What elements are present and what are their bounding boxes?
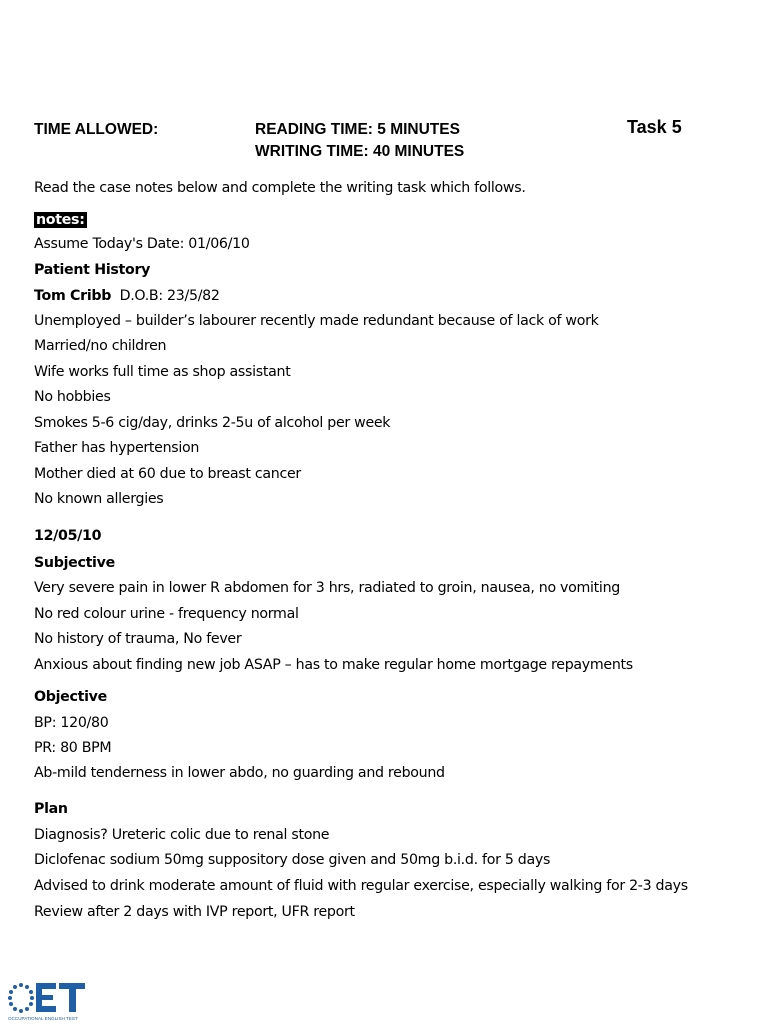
objective-item: Ab-mild tenderness in lower abdo, no guarding and rebound (34, 765, 445, 781)
notes-label-row (34, 210, 87, 230)
objective-heading: Objective (34, 689, 107, 705)
objective-item: PR: 80 BPM (34, 740, 112, 756)
patient-history-heading: Patient History (34, 262, 151, 278)
time-allowed-label: TIME ALLOWED: (34, 121, 159, 138)
plan-item: Diclofenac sodium 50mg suppository dose given and 50mg b.i.d. for 5 days (34, 852, 551, 868)
subjective-item: No red colour urine - frequency normal (34, 606, 299, 622)
subjective-item: No history of trauma, No fever (34, 631, 242, 647)
patient-name: Tom Cribb (34, 288, 112, 304)
oet-logo-mark (8, 983, 85, 1013)
history-item: Unemployed – builder’s labourer recently made redundant because of lack of work (34, 313, 599, 329)
subjective-item: Very severe pain in lower R abdomen for 3 hrs, radiated to groin, nausea, no vomiting (34, 580, 620, 596)
history-item: Married/no children (34, 338, 167, 354)
objective-item: BP: 120/80 (34, 715, 109, 731)
plan-item: Advised to drink moderate amount of fluid with regular exercise, especially walking for 2-3 days (34, 878, 688, 894)
reading-time: READING TIME: 5 MINUTES (255, 121, 460, 138)
assume-date: Assume Today's Date: 01/06/10 (34, 236, 250, 252)
task-number: Task 5 (627, 117, 682, 137)
history-item: Father has hypertension (34, 440, 200, 456)
writing-time: WRITING TIME: 40 MINUTES (255, 143, 465, 160)
history-item: No known allergies (34, 491, 164, 507)
patient-dob: D.O.B: 23/5/82 (119, 288, 220, 304)
plan-item: Review after 2 days with IVP report, UFR report (34, 904, 355, 920)
history-item: Mother died at 60 due to breast cancer (34, 466, 301, 482)
patient-name-row (34, 286, 220, 306)
oet-logo-caption: OCCUPATIONAL ENGLISH TEST (8, 1016, 78, 1021)
visit-date: 12/05/10 (34, 528, 102, 544)
subjective-heading: Subjective (34, 555, 115, 571)
subjective-item: Anxious about finding new job ASAP – has to make regular home mortgage repayments (34, 657, 633, 673)
history-item: Wife works full time as shop assistant (34, 364, 291, 380)
history-item: Smokes 5-6 cig/day, drinks 2-5u of alcohol per week (34, 415, 391, 431)
intro-text: Read the case notes below and complete the writing task which follows. (34, 180, 526, 196)
history-item: No hobbies (34, 389, 111, 405)
plan-item: Diagnosis? Ureteric colic due to renal stone (34, 827, 330, 843)
oet-logo (6, 980, 96, 1022)
notes-label: notes: (36, 212, 85, 228)
plan-heading: Plan (34, 801, 68, 817)
